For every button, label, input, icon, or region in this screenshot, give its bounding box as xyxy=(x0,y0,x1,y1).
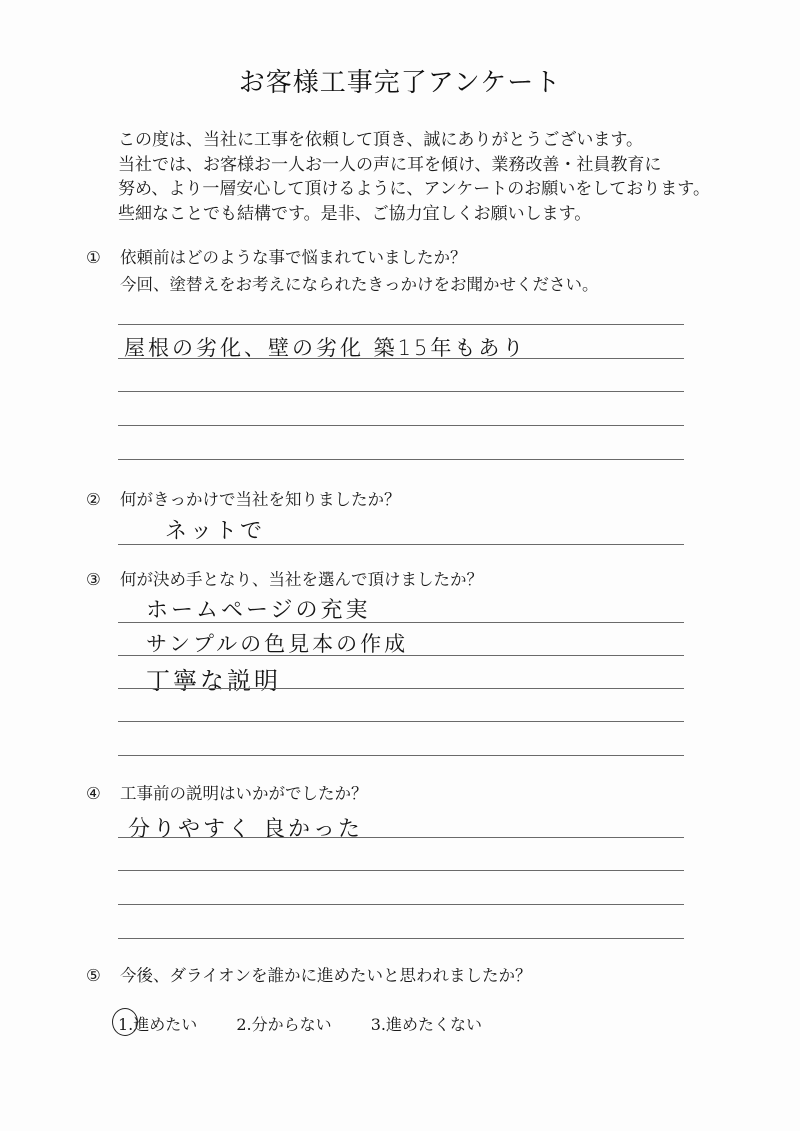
answer-rule xyxy=(118,655,684,656)
answer-rule xyxy=(118,755,684,756)
option-recommend[interactable] xyxy=(118,1012,197,1035)
option-label: 2.分からない xyxy=(236,1015,332,1034)
intro-line: 些細なことでも結構です。是非、ご協力宜しくお願いします。 xyxy=(118,203,592,224)
answer-rule xyxy=(118,425,684,426)
option-not-recommend[interactable] xyxy=(371,1012,482,1035)
answer-2-line-1: ネットで xyxy=(165,519,266,544)
question-2 xyxy=(86,486,401,510)
answer-3-line-2: サンプルの色見本の作成 xyxy=(146,632,409,656)
answer-rule xyxy=(118,870,684,871)
question-text: 工事前の説明はいかがでしたか？ xyxy=(120,784,368,803)
answer-rule xyxy=(118,358,684,359)
intro-line: この度は、当社に工事を依頼して頂き、誠にありがとうございます。 xyxy=(118,130,643,150)
answer-3-line-3: 丁寧な説明 xyxy=(146,667,281,695)
answer-rule xyxy=(118,391,684,392)
intro-line: 当社では、お客様お一人お一人の声に耳を傾け、業務改善・社員教育に xyxy=(118,154,662,175)
page-title: お客様工事完了アンケート xyxy=(238,68,562,98)
question-1 xyxy=(86,244,599,295)
question-number: ④ xyxy=(86,784,101,803)
intro-paragraph xyxy=(118,128,758,226)
question-number: ② xyxy=(86,490,101,509)
answer-rule xyxy=(118,324,684,325)
answer-rule xyxy=(118,938,684,939)
question-text: 何が決め手となり、当社を選んで頂けましたか？ xyxy=(120,570,483,589)
question-5-options xyxy=(118,1012,516,1035)
question-4 xyxy=(86,780,368,804)
question-subtext: 今回、塗替えをお考えになられたきっかけをお聞かせください。 xyxy=(120,275,599,294)
intro-line: 努め、より一層安心して頂けるように、アンケートのお願いをしております。 xyxy=(118,179,710,199)
question-text: 今後、ダライオンを誰かに進めたいと思われましたか？ xyxy=(120,966,532,985)
option-unsure[interactable] xyxy=(236,1012,331,1035)
answer-rule xyxy=(118,688,684,689)
question-number: ⑤ xyxy=(86,966,101,985)
option-label: 3.進めたくない xyxy=(370,1015,483,1034)
answer-3-line-1: ホームページの充実 xyxy=(146,598,371,623)
answer-1-line-1: 屋根の劣化、壁の劣化 築15年もあり xyxy=(124,336,527,360)
answer-rule xyxy=(118,459,684,460)
question-number: ③ xyxy=(86,570,101,589)
answer-rule xyxy=(118,622,684,623)
question-number: ① xyxy=(86,248,101,267)
option-label: 1.進めたい xyxy=(118,1015,198,1034)
answer-rule xyxy=(118,544,684,545)
question-text: 依頼前はどのような事で悩まれていましたか？ xyxy=(120,248,467,267)
question-3 xyxy=(86,566,483,590)
question-5 xyxy=(86,962,532,986)
answer-rule xyxy=(118,721,684,722)
answer-4-line-1: 分りやすく 良かった xyxy=(128,817,363,842)
selected-circle-mark xyxy=(112,1008,138,1036)
answer-rule xyxy=(118,837,684,838)
answer-rule xyxy=(118,904,684,905)
question-text: 何がきっかけで当社を知りましたか？ xyxy=(120,490,401,509)
